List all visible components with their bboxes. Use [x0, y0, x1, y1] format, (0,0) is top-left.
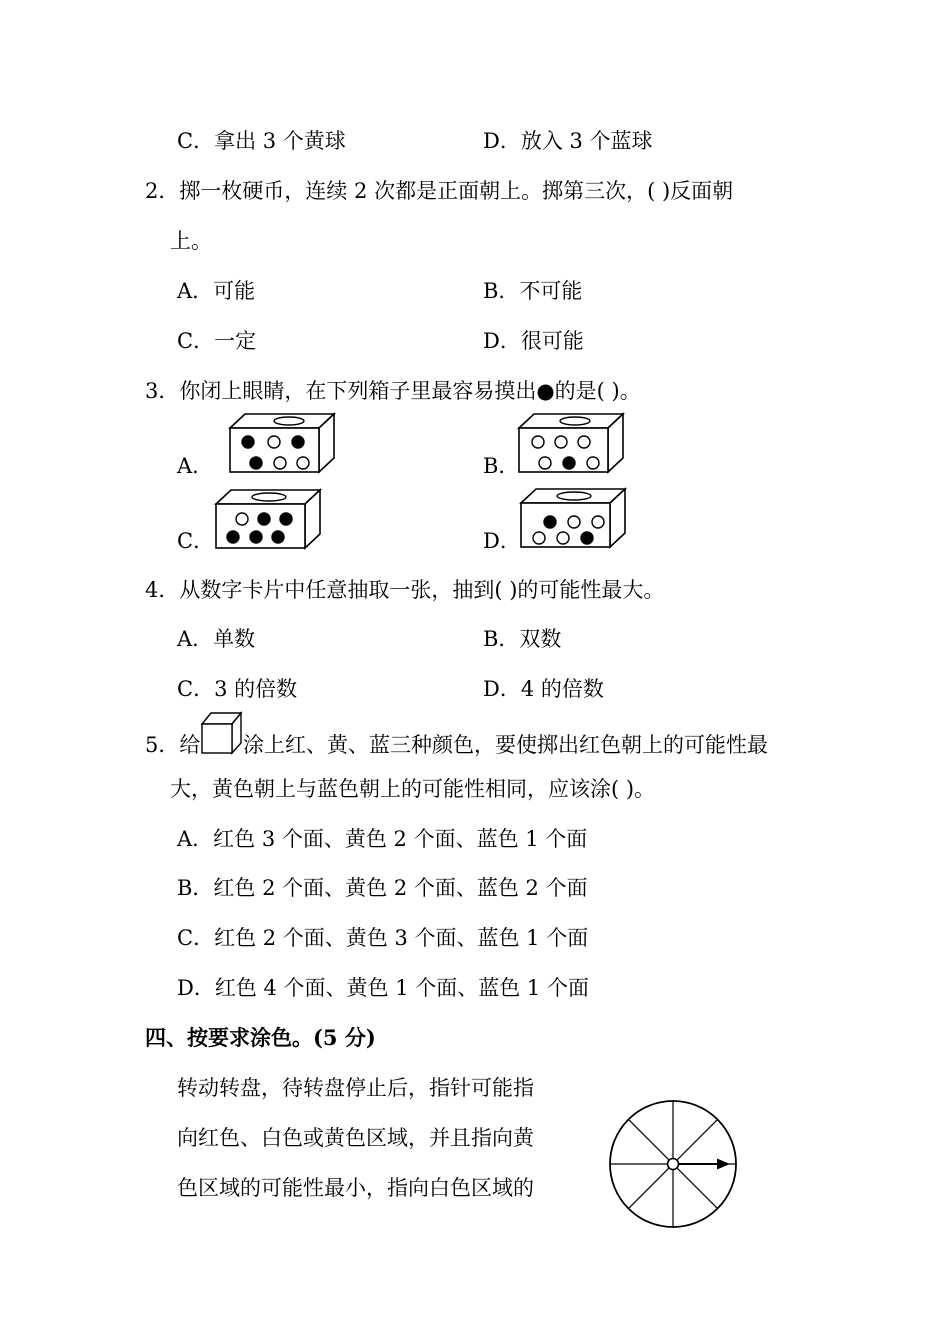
q3-option-d-label: D．: [483, 529, 521, 553]
q2-option-a: A．可能: [177, 279, 256, 303]
section-4-text-line1: 转动转盘，待转盘停止后，指针可能指: [177, 1076, 534, 1100]
spinner-center: [668, 1159, 679, 1170]
q5-stem-pre: 5．给: [145, 733, 201, 757]
q5-stem-post: 涂上红、黄、蓝三种颜色，要使掷出红色朝上的可能性最: [243, 733, 768, 757]
q1-option-c: C．拿出 3 个黄球: [177, 129, 346, 153]
section-4-text-line2: 向红色、白色或黄色区域，并且指向黄: [177, 1126, 534, 1150]
box-b-figure: [517, 411, 627, 476]
section-4-text-line3: 色区域的可能性最小，指向白色区域的: [177, 1176, 534, 1200]
box-a-figure: [228, 411, 338, 476]
q2-stem-line2: 上。: [170, 229, 212, 253]
q5-option-b: B．红色 2 个面、黄色 2 个面、蓝色 2 个面: [177, 876, 588, 900]
q4-stem: 4．从数字卡片中任意抽取一张，抽到( )的可能性最大。: [145, 578, 665, 602]
q2-option-b: B．不可能: [483, 279, 583, 303]
box-c-figure: [214, 487, 324, 552]
cube-icon: [200, 711, 244, 755]
q5-option-c: C．红色 2 个面、黄色 3 个面、蓝色 1 个面: [177, 926, 589, 950]
q4-option-d: D．4 的倍数: [483, 677, 604, 701]
q3-option-b-label: B．: [483, 454, 520, 478]
q4-option-a: A．单数: [177, 627, 256, 651]
q1-option-d: D．放入 3 个蓝球: [483, 129, 653, 153]
q3-stem: 3．你闭上眼睛，在下列箱子里最容易摸出●的是( )。: [145, 379, 641, 403]
q3-option-c-label: C．: [177, 529, 215, 553]
spinner-wheel: [605, 1097, 745, 1237]
q4-option-c: C．3 的倍数: [177, 677, 298, 701]
q2-stem-line1: 2．掷一枚硬币，连续 2 次都是正面朝上。掷第三次，( )反面朝: [145, 179, 734, 203]
q4-option-b: B．双数: [483, 627, 562, 651]
q2-option-d: D．很可能: [483, 329, 584, 353]
q5-stem-line2: 大，黄色朝上与蓝色朝上的可能性相同，应该涂( )。: [170, 777, 656, 801]
box-d-figure: [519, 486, 629, 551]
q5-option-d: D．红色 4 个面、黄色 1 个面、蓝色 1 个面: [177, 976, 589, 1000]
section-4-title: 四、按要求涂色。(5 分): [145, 1025, 376, 1050]
q3-option-a-label: A．: [177, 454, 214, 478]
q2-option-c: C．一定: [177, 329, 257, 353]
q5-option-a: A．红色 3 个面、黄色 2 个面、蓝色 1 个面: [177, 827, 588, 851]
